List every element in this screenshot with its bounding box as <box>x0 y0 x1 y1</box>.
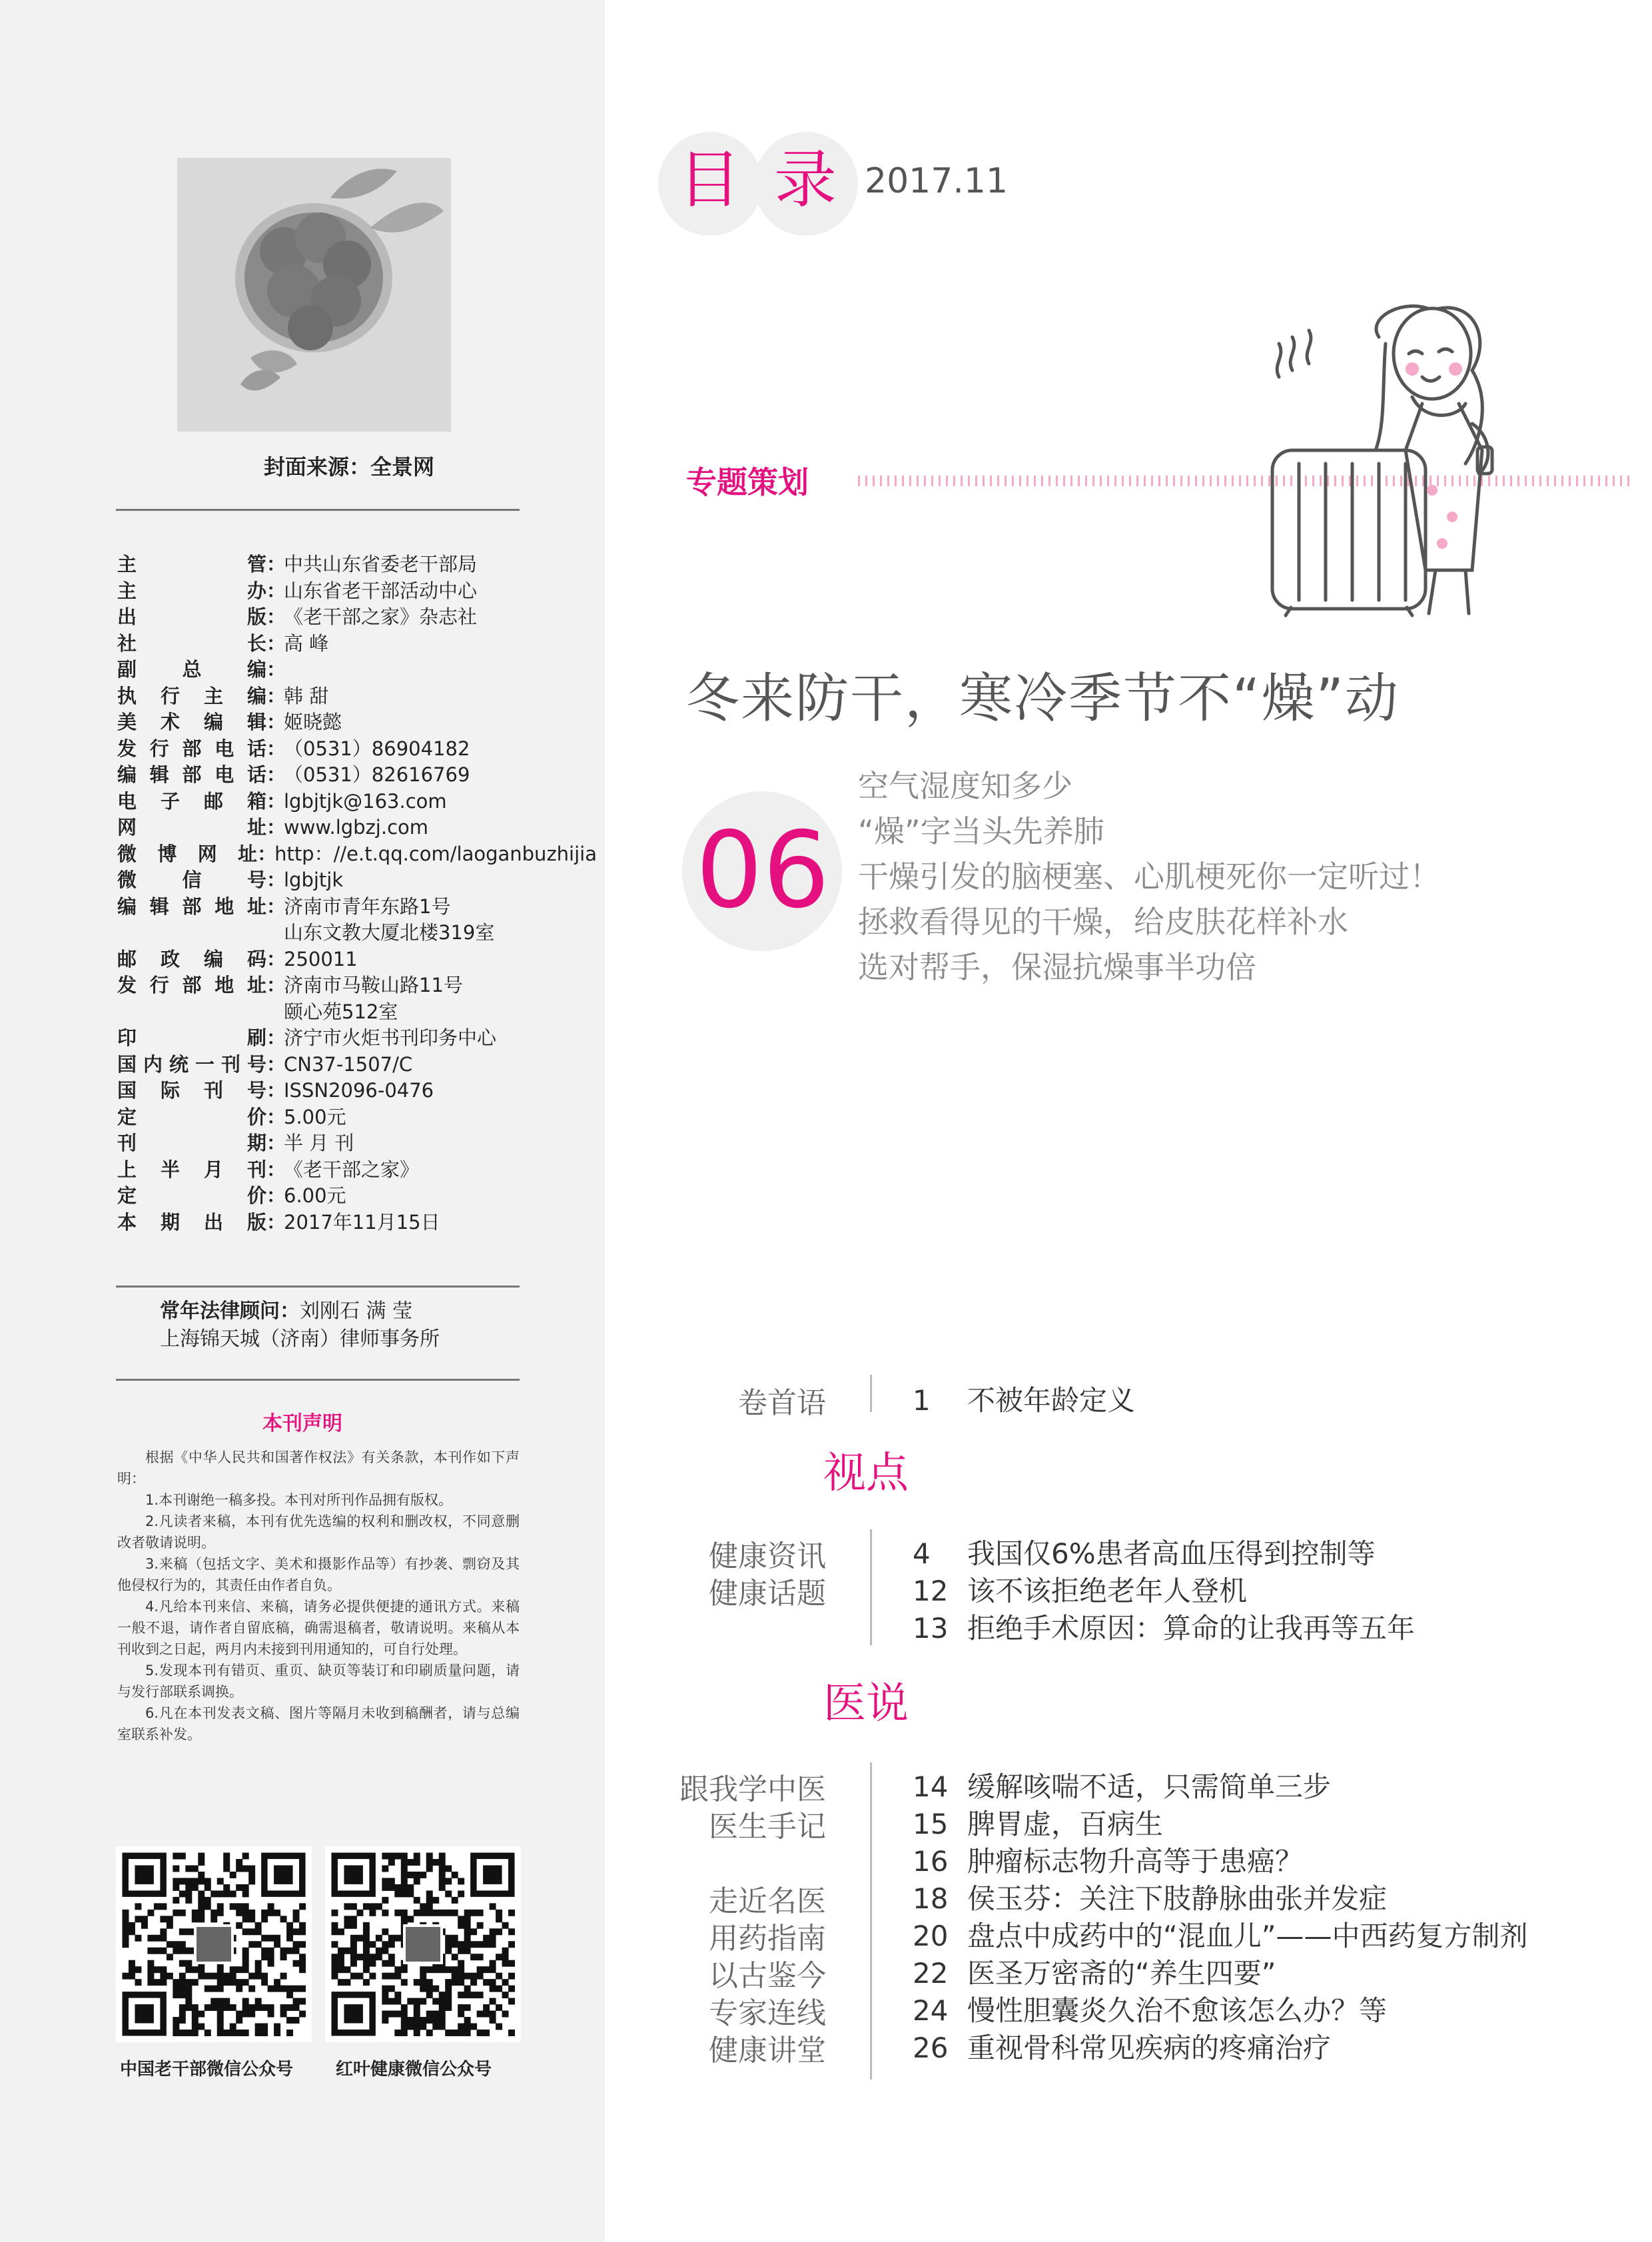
info-row <box>117 1183 597 1210</box>
info-label: 主办 <box>117 579 266 602</box>
toc-page: 26 <box>913 2032 949 2064</box>
info-value: lgbjtjk <box>284 869 344 891</box>
info-value: 高 峰 <box>284 631 329 655</box>
info-colon: ： <box>266 711 286 733</box>
info-row <box>117 631 597 657</box>
toc-category: 跟我学中医 <box>679 1772 826 1806</box>
info-row <box>117 841 597 868</box>
issue-date: 2017.11 <box>865 161 1009 201</box>
info-value: 250011 <box>284 947 358 970</box>
info-value: lgbjtjk@163.com <box>284 789 447 813</box>
info-colon: ： <box>266 684 286 707</box>
info-value: 《老干部之家》杂志社 <box>284 605 478 628</box>
info-value: 姬晓懿 <box>284 711 342 733</box>
column-rule <box>870 1375 872 1412</box>
toc-item[interactable] <box>913 1532 1376 1572</box>
info-colon: ： <box>266 579 286 602</box>
info-colon: ： <box>266 869 286 891</box>
info-colon: ： <box>266 789 286 813</box>
toc-title: 脾胃虚，百病生 <box>967 1808 1164 1840</box>
info-colon: ： <box>266 1132 286 1154</box>
toc-page: 1 <box>913 1384 931 1417</box>
cover-image <box>177 158 451 432</box>
info-row <box>117 604 597 631</box>
qr-code-laoganbu <box>116 1846 312 2042</box>
notice-title: 本刊声明 <box>262 1412 342 1435</box>
info-label: 发行部地址 <box>117 974 266 996</box>
info-colon: ： <box>266 1105 286 1128</box>
info-value: 济南市青年东路1号 <box>284 895 451 918</box>
toc-category: 以古鉴今 <box>709 1959 826 1993</box>
legal-firm: 上海锦天城（济南）律师事务所 <box>160 1327 440 1351</box>
info-colon: ： <box>257 842 277 865</box>
toc-title: 拒绝手术原因：算命的让我再等五年 <box>967 1612 1416 1645</box>
info-value: www.lgbzj.com <box>284 816 429 839</box>
cover-caption: 封面来源：全景网 <box>264 454 435 480</box>
toc-item[interactable] <box>913 1607 1415 1647</box>
notice-paragraph: 6.凡在本刊发表文稿、图片等隔月未收到稿酬者，请与总编室联系补发。 <box>117 1705 520 1742</box>
info-label: 编辑部电话 <box>117 763 266 786</box>
info-value: 6.00元 <box>284 1184 346 1207</box>
info-value: ISSN2096-0476 <box>284 1079 434 1102</box>
feature-topic-item[interactable]: 干燥引发的脑梗塞、心肌梗死你一定听过！ <box>858 859 1440 895</box>
info-row <box>117 1104 597 1131</box>
notice-paragraph: 根据《中华人民共和国著作权法》有关条款，本刊作如下声明： <box>117 1449 520 1487</box>
notice-paragraph: 3.来稿（包括文字、美术和摄影作品等）有抄袭、剽窃及其他侵权行为的，其责任由作者自负。 <box>117 1556 520 1593</box>
info-row <box>117 815 597 841</box>
info-label <box>117 999 266 1026</box>
info-value: 2017年11月15日 <box>284 1210 440 1234</box>
divider <box>116 1286 520 1288</box>
toc-item[interactable] <box>913 2026 1331 2066</box>
legal-names: 刘刚石 满 莹 <box>300 1300 413 1323</box>
info-label: 上半月刊 <box>117 1158 266 1181</box>
info-label: 本期出版 <box>117 1210 266 1234</box>
info-label: 社长 <box>117 631 266 655</box>
mulu-char-2: 录 <box>774 144 837 216</box>
feature-topic-item[interactable]: “燥”字当头先养肺 <box>858 813 1104 849</box>
feature-topic-item[interactable]: 拯救看得见的干燥，给皮肤花样补水 <box>858 904 1348 940</box>
toc-item[interactable] <box>913 1569 1247 1609</box>
info-colon <box>266 999 284 1026</box>
info-label: 微博网址 <box>117 842 258 865</box>
notice-paragraph: 2.凡读者来稿，本刊有优先选编的权利和删改权，不同意删改者敬请说明。 <box>117 1513 520 1551</box>
info-colon: ： <box>266 1210 286 1234</box>
toc-title: 该不该拒绝老年人登机 <box>967 1575 1248 1607</box>
info-value: 山东省老干部活动中心 <box>284 579 478 602</box>
info-row <box>117 894 597 921</box>
info-row <box>117 1210 597 1236</box>
info-value: （0531）86904182 <box>284 737 470 760</box>
info-colon: ： <box>266 605 286 628</box>
notice-text <box>117 1447 520 1745</box>
toc-category: 健康话题 <box>709 1577 826 1611</box>
info-colon: ： <box>266 1052 286 1076</box>
toc-title: 不被年龄定义 <box>967 1384 1136 1417</box>
info-value: 《老干部之家》 <box>284 1158 420 1181</box>
toc-item[interactable] <box>913 1840 1303 1880</box>
info-value: http：//e.t.qq.com/laoganbuzhijia <box>274 842 597 865</box>
info-label <box>117 920 266 946</box>
toc-item[interactable] <box>913 1914 1528 1954</box>
info-colon: ： <box>266 947 286 970</box>
toc-item[interactable] <box>913 1765 1331 1805</box>
section-title-shidian: 视点 <box>823 1449 909 1498</box>
toc-item-preface[interactable] <box>913 1379 1135 1419</box>
info-row <box>117 657 597 683</box>
legal-label: 常年法律顾问： <box>160 1300 300 1323</box>
toc-page: 16 <box>913 1845 949 1878</box>
feature-page-number: 06 <box>695 809 830 932</box>
qr2-caption: 红叶健康微信公众号 <box>336 2059 492 2079</box>
info-colon: ： <box>266 974 286 996</box>
info-label: 发行部电话 <box>117 737 266 760</box>
divider <box>116 509 520 511</box>
info-row <box>117 552 597 578</box>
toc-category: 健康讲堂 <box>709 2034 826 2067</box>
info-row <box>117 789 597 815</box>
info-colon: ： <box>266 631 286 655</box>
notice-paragraph: 5.发现本刊有错页、重页、缺页等装订和印刷质量问题，请与发行部联系调换。 <box>117 1663 520 1700</box>
info-value: 颐心苑512室 <box>284 1000 398 1023</box>
toc-item[interactable] <box>913 1989 1387 2029</box>
feature-topic-item[interactable]: 空气湿度知多少 <box>858 768 1072 804</box>
toc-item[interactable] <box>913 1802 1163 1842</box>
info-label: 美术编辑 <box>117 711 266 733</box>
toc-title: 侯玉芬：关注下肢静脉曲张并发症 <box>967 1882 1388 1915</box>
info-label: 网址 <box>117 816 266 839</box>
info-row <box>117 1025 597 1052</box>
toc-page: 24 <box>913 1994 949 2027</box>
toc-page: 14 <box>913 1770 949 1803</box>
info-colon: ： <box>266 1079 286 1102</box>
mulu-char-1: 目 <box>678 144 741 216</box>
toc-title: 医圣万密斋的“养生四要” <box>967 1957 1276 1990</box>
woman-radiator-illustration <box>1252 290 1625 623</box>
toc-page: 20 <box>913 1920 949 1952</box>
divider <box>116 1379 520 1381</box>
info-value <box>284 657 597 683</box>
info-colon: ： <box>266 816 286 839</box>
info-colon: ： <box>266 1184 286 1207</box>
info-label: 印刷 <box>117 1026 266 1049</box>
info-colon: ： <box>266 895 286 918</box>
info-row <box>117 999 597 1026</box>
info-label: 定价 <box>117 1105 266 1128</box>
toc-page: 12 <box>913 1575 949 1607</box>
info-colon: ： <box>266 737 286 760</box>
toc-title: 我国仅6%患者高血压得到控制等 <box>967 1537 1376 1570</box>
info-colon: ： <box>266 658 286 681</box>
sidebar <box>0 0 605 2242</box>
info-label: 邮政编码 <box>117 947 266 970</box>
toc-page: 15 <box>913 1808 949 1840</box>
info-colon: ： <box>266 1026 286 1049</box>
qr-code-hongye <box>325 1846 521 2042</box>
info-row <box>117 762 597 789</box>
legal-advisor <box>160 1298 440 1353</box>
section-title-yishuo: 医说 <box>823 1679 909 1728</box>
info-colon: ： <box>266 763 286 786</box>
toc-item[interactable] <box>913 1952 1276 1992</box>
info-row <box>117 946 597 973</box>
feature-topic-item[interactable]: 选对帮手，保湿抗燥事半功倍 <box>858 949 1256 985</box>
info-value: 山东文教大厦北楼319室 <box>284 921 495 944</box>
info-row <box>117 1130 597 1157</box>
info-value: 5.00元 <box>284 1105 346 1128</box>
info-colon <box>266 920 284 946</box>
info-value: 半 月 刊 <box>284 1132 354 1154</box>
info-value: 中共山东省委老干部局 <box>284 553 478 575</box>
toc-category: 专家连线 <box>709 1996 826 2030</box>
info-label: 出版 <box>117 605 266 628</box>
notice-paragraph: 1.本刊谢绝一稿多投。本刊对所刊作品拥有版权。 <box>145 1492 453 1508</box>
info-row <box>117 867 597 894</box>
info-row <box>117 709 597 736</box>
toc-page: 22 <box>913 1957 949 1990</box>
info-label: 微信号 <box>117 869 266 891</box>
info-label: 主管 <box>117 553 266 575</box>
toc-title: 缓解咳喘不适，只需简单三步 <box>967 1770 1332 1803</box>
toc-category: 健康资讯 <box>709 1539 826 1573</box>
info-row <box>117 972 597 999</box>
toc-category: 走近名医 <box>709 1884 826 1918</box>
toc-category: 用药指南 <box>709 1922 826 1956</box>
info-row <box>117 1078 597 1104</box>
info-value: 济南市马鞍山路11号 <box>284 974 463 996</box>
info-row <box>117 1157 597 1184</box>
info-value: 韩 甜 <box>284 684 329 707</box>
toc-title: 盘点中成药中的“混血儿”——中西药复方制剂 <box>967 1920 1528 1952</box>
column-rule <box>870 1529 872 1645</box>
info-label: 电子邮箱 <box>117 789 266 813</box>
info-row <box>117 1052 597 1078</box>
info-row <box>117 683 597 710</box>
toc-category-preface: 卷首语 <box>738 1386 826 1420</box>
info-label: 副总编 <box>117 658 266 681</box>
feature-headline: 冬来防干，寒冷季节不“燥”动 <box>686 667 1400 729</box>
feature-topics <box>858 763 1440 990</box>
info-colon: ： <box>266 1158 286 1181</box>
info-label: 定价 <box>117 1184 266 1207</box>
toc-item[interactable] <box>913 1877 1387 1917</box>
column-rule <box>870 1762 872 2079</box>
toc-page: 18 <box>913 1882 949 1915</box>
masthead-info <box>117 552 597 1236</box>
toc-page: 4 <box>913 1537 931 1570</box>
info-row <box>117 920 597 946</box>
toc-title: 慢性胆囊炎久治不愈该怎么办？等 <box>967 1994 1388 2027</box>
qr1-caption: 中国老干部微信公众号 <box>120 2059 294 2079</box>
info-label: 执行主编 <box>117 684 266 707</box>
info-label: 国际刊号 <box>117 1079 266 1102</box>
info-label: 编辑部地址 <box>117 895 266 918</box>
info-label: 刊期 <box>117 1132 266 1154</box>
info-row <box>117 736 597 763</box>
info-colon: ： <box>266 553 286 575</box>
feature-label: 专题策划 <box>686 464 809 500</box>
toc-page: 13 <box>913 1612 949 1645</box>
info-value: CN37-1507/C <box>284 1052 413 1076</box>
info-value: 济宁市火炬书刊印务中心 <box>284 1026 497 1049</box>
info-value: （0531）82616769 <box>284 763 470 786</box>
info-label: 国内统一刊号 <box>117 1052 266 1076</box>
toc-category: 医生手记 <box>709 1810 826 1844</box>
toc-title: 肿瘤标志物升高等于患癌？ <box>967 1845 1304 1878</box>
toc-title: 重视骨科常见疾病的疼痛治疗 <box>967 2032 1332 2064</box>
notice-paragraph: 4.凡给本刊来信、来稿，请务必提供便捷的通讯方式。来稿一般不退，请作者自留底稿，确需退稿者，敬请说明。来稿从本刊收到之日起，两月内未接到刊用通知的，可自行处理。 <box>117 1599 520 1657</box>
info-row <box>117 578 597 605</box>
